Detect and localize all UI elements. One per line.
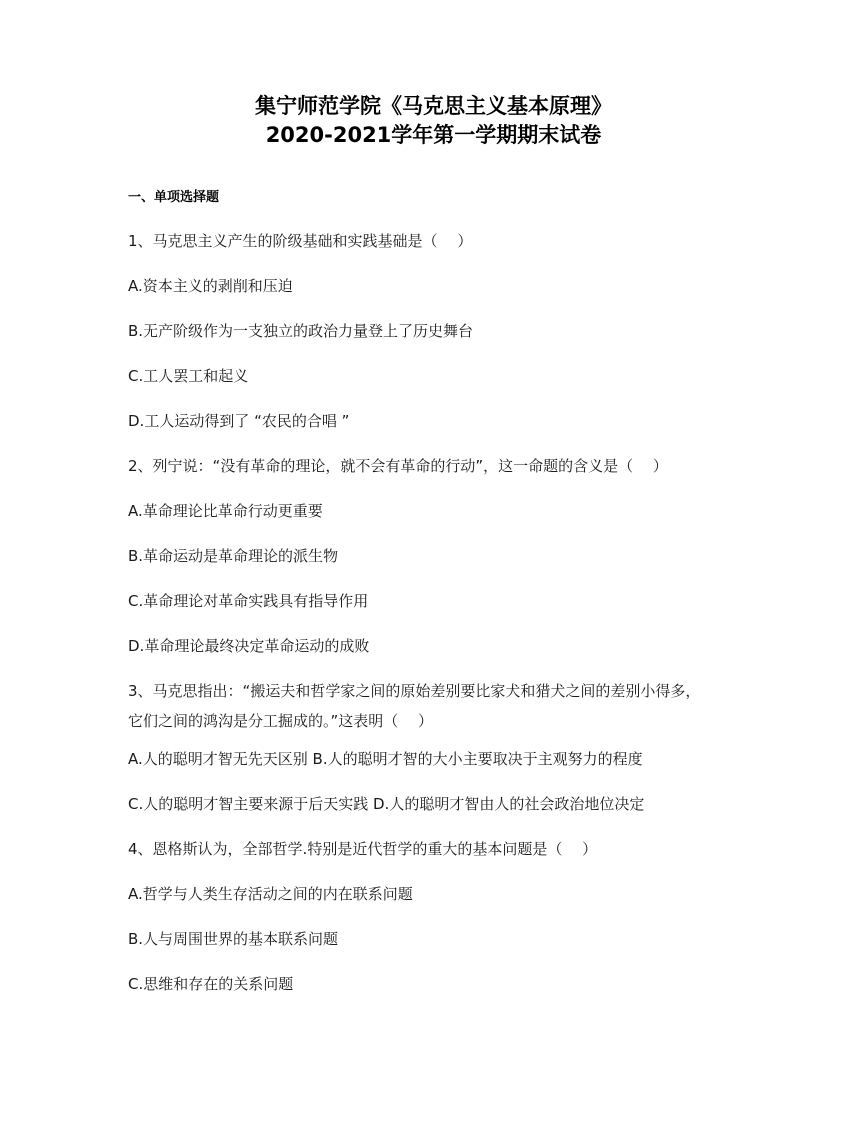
question-3-line2: 它们之间的鸿沟是分工掘成的。”这表明（ ） bbox=[128, 712, 434, 730]
q2-option-a: A.革命理论比革命行动更重要 bbox=[128, 502, 323, 520]
q1-option-c: C.工人罢工和起义 bbox=[128, 367, 249, 385]
q4-option-c: C.思维和存在的关系问题 bbox=[128, 975, 294, 993]
q3-options-ab: A.人的聪明才智无先天区别 B.人的聪明才智的大小主要取决于主观努力的程度 bbox=[128, 750, 643, 768]
q2-option-d: D.革命理论最终决定革命运动的成败 bbox=[128, 637, 370, 655]
exam-title: 集宁师范学院《马克思主义基本原理》 bbox=[255, 94, 612, 118]
q1-option-b: B.无产阶级作为一支独立的政治力量登上了历史舞台 bbox=[128, 322, 474, 340]
question-1: 1、马克思主义产生的阶级基础和实践基础是（ ） bbox=[128, 232, 473, 250]
q4-option-b: B.人与周围世界的基本联系问题 bbox=[128, 930, 339, 948]
q3-options-cd: C.人的聪明才智主要来源于后天实践 D.人的聪明才智由人的社会政治地位决定 bbox=[128, 795, 645, 813]
question-3-line1: 3、马克思指出：“搬运夫和哲学家之间的原始差别要比家犬和猎犬之间的差别小得多， bbox=[128, 682, 701, 700]
question-4: 4、恩格斯认为，全部哲学.特别是近代哲学的重大的基本问题是（ ） bbox=[128, 840, 598, 858]
q4-option-a: A.哲学与人类生存活动之间的内在联系问题 bbox=[128, 885, 413, 903]
q2-option-b: B.革命运动是革命理论的派生物 bbox=[128, 547, 339, 565]
section-heading: 一、单项选择题 bbox=[128, 190, 220, 205]
q1-option-a: A.资本主义的剥削和压迫 bbox=[128, 277, 293, 295]
question-2: 2、列宁说：“没有革命的理论，就不会有革命的行动”，这一命题的含义是（ ） bbox=[128, 457, 668, 475]
exam-subtitle: 2020-2021学年第一学期期末试卷 bbox=[265, 123, 602, 147]
q2-option-c: C.革命理论对革命实践具有指导作用 bbox=[128, 592, 369, 610]
q1-option-d: D.工人运动得到了 “农民的合唱 ” bbox=[128, 412, 350, 430]
